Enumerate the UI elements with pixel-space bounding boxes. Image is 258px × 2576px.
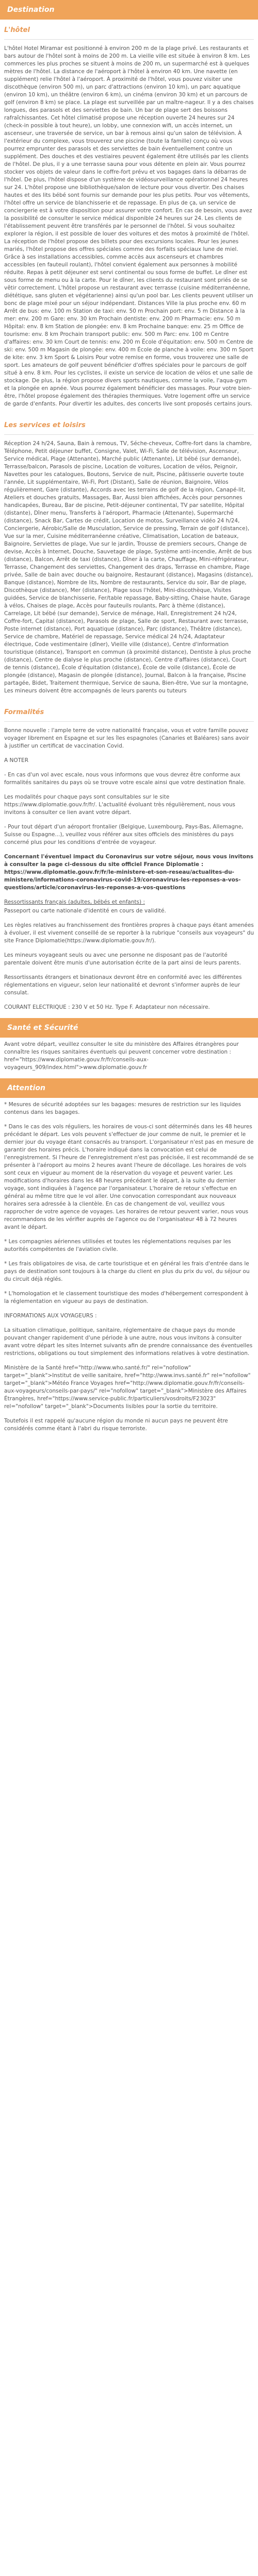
formalites-paragraph: Bonne nouvelle : l'ample terre de votre nationalité française, vous et votre famille pouvez voyager librement en Espagne et sur les îles espagnoles (Canaries et Baléares) sans avoir à justifier un certificat de vaccination Covid.: [4, 727, 249, 749]
attention-paragraph: * Mesures de sécurité adoptées sur les bagages: mesures de restriction sur les liquides contenus dans les bagages.: [4, 1101, 241, 1115]
document-requirement: Passeport ou carte nationale d'identité en cours de validité.: [4, 908, 166, 914]
formalites-title: Formalités: [4, 708, 44, 716]
hotel-title: L'hôtel: [4, 26, 30, 34]
hotel-paragraph: L'hôtel Hotel Miramar est positionné à environ 200 m de la plage privé. Les restaurants et bars autour de l'hôtel sont à moins de 200 m. La vieille ville est située à environ 8 km. Les commerces les plus proches se situent à moins de 200 m, un supermarché est à quelques mètres de l'hôtel. La distance de l'aéroport à l'hôtel à environ 40 km. Une navette (en supplément) relie l'hôtel à l'aéroport. À proximité de l'hôtel, vous pouvez visiter une discothèque (environ 500 m), un parc d'attractions (environ 10 km), un parc aquatique (environ 10 km), un théâtre (environ 6 km), un cinéma (environ 30 km) et un parcours de golf (environ 8 km) se place. La plage est surveillée par un maître-nageur. Il y a des chaises longues, des parasols et des serviettes de bain. Un bar de plage sert des boissons rafraîchissantes. Cet hôtel climatisé propose une réception ouverte 24 heures sur 24 (check-in possible à tout heure), un lobby, une connexion wifi, un accès internet, un ascenseur, une traversée de service, un bar à remous ainsi qu'un salon de télévision. À l'extérieur du complexe, vous trouverez une piscine (toute la famille) conçu où vous pourrez emprunter des parasols et des serviettes de bain éventuellement contre un supplément. Des douches et des vestiaires peuvent également être utilisés par les clients de l'hôtel. De plus, il y a une terrasse sauna pour vous détente en plein air. Vous pourrez stocker vos objets de valeur dans le coffre-fort prévu et vos bagages dans la débarras de l'hôtel. De plus, l'hôtel dispose d'un système de vidéosurveillance opérationnel 24 heures sur 24. L'hôtel propose une bibliothèque/salon de lecture pour vous divertir. Des chaises hautes et des lits bébé sont fournis sur demande pour les plus petits. Pour vos vêtements, l'hôtel offre un service de blanchisserie et de repassage. En plus de ça, un service de conciergerie est à votre disposition pour assurer votre confort. En cas de besoin, vous avez la possibilité de consulter le service médical disponible 24 heures sur 24. Les clients de l'établissement peuvent être transférés par le personnel de l'hôtel. Si vous souhaitez explorer la région, il est possible de louer des voitures et des motos à proximité de l'hôtel. La réception de l'hôtel propose des billets pour des excursions locales. Pour les jeunes mariés, l'hôtel propose des offres spéciales comme des forfaits spéciaux lune de miel. Grâce à ses installations accessibles, comme accès aux ascenseurs et chambres accessibles (en fauteuil roulant), l'hôtel convient également aux personnes à mobilité réduite. Repas à petit déjeuner est servi continental ou sous forme de buffet. Le dîner est sous forme de menu ou à la carte. Pour le dîner, les clients du restaurant sont priés de se vêtir correctement. L'hôtel propose un restaurant avec terrasse (cuisine méditerranéenne, diététique, sans gluten et végétarienne) ainsi qu'un pool bar. Les clients peuvent utiliser un bonc de plage mixé pour un séjour indépendant. Distances Ville la plus proche env. 60 m Arrêt de bus: env. 100 m Station de taxi: env. 50 m Prochain port: env. 5 m Distance à la mer: env. 200 m Gare: env. 30 km Prochain dentiste: env. 200 m Pharmacie: env. 50 m Hôpital: env. 8 km Station de plongée: env. 8 km Prochaine banque: env. 25 m Office de tourisme: env. 8 km Prochain transport public: env. 500 m Parc: env. 100 m Centre d'affaires: env. 30 km Court de tennis: env. 200 m École d'équitation: env. 500 m Centre de ski: env. 500 m Magasin de plongée: env. 400 m École de planche à voile: env. 300 m Sport de kite: env. 3 km Sport & Loisirs Pour votre remise en forme, vous trouverez une salle de sport. Les amateurs de golf peuvent bénéficier d'offres spéciales pour le parcours de golf situé à env. 8 km. Pour les cyclistes, il existe un service de location de vélos et une salle de stockage. De plus, la région propose divers sports nautiques, comme la voile, l'aqua-gym et la plongée en apnée. Vous pourrez également bénéficier des massages. Pour votre bien-être, l'hôtel propose également des thérapies thermiques. Votre logement offre un service de garde d'enfants. Pour divertir les adultes, des concerts live sont proposés certains jours.: [4, 45, 254, 407]
hotel-section: [0, 20, 258, 408]
french-nationals-heading: Ressortissants français (adultes, bébés et enfants) :: [4, 899, 145, 905]
attention-paragraph: * Les compagnies aériennes utilisées et toutes les réglementations requises par les autorités compétentes de l'aviation civile.: [4, 1239, 231, 1252]
coronavirus-notice: Concernant l'éventuel impact du Coronavirus sur votre séjour, nous vous invitons à consulter la page ci-dessous du site officiel France Diplomatie : https://www.diplomatie.gouv.fr/fr/le-ministere-et-son-reseau/actualites-du-ministere/informations-coronavirus-covid-19/coronavirus-les-reponses-a-vos-questions/article/coronavirus-les-reponses-a-vos-questions: [4, 854, 253, 891]
destination-band: Destination: [0, 0, 258, 20]
info-links: Ministère de la Santé href="http://www.who.santé.fr/" rel="nofollow" target="_blank">Institut de veille sanitaire, href="http://www.invs.santé.fr" rel="nofollow" target="_blank">Météo France Voyages href="http://www.diplomatie.gouv.fr/fr/conseils-aux-voyageurs/conseils-par-pays/" rel="nofollow" target="_blank">Ministère des Affaires Étrangères, href="https://www.service-public.fr/particuliers/vosdroits/F23023" rel="nofollow" target="_blank">Documents lisibles pour la sortie du territoire.: [4, 1365, 251, 1410]
services-paragraph: Réception 24 h/24, Sauna, Bain à remous, TV, Séche-cheveux, Coffre-fort dans la chambre, Téléphone, Petit déjeuner buffet, Consigne, Valet, Wi-Fi, Salle de télévision, Ascenseur, Service médical, Plage (Attenante), Marché public (Attenante), Lit bébé (sur demande), Terrasse/balcon, Parasols de piscine, Location de voitures, Location de vélos, Peignoir, Navettes pour les catalogues, Boutons, Service de nuit, Piscine, pâtisserie ouverte toute l'année, Lit supplémentaire, Wi-Fi, Port (Distant), Salle de réunion, Baignoire, Vélos régulièrement, Gare (distante), Accords avec les terrains de golf de la région, Canapé-lit, Ateliers et douches gratuits, Massages, Bar, Aussi bien affichées, Accès pour personnes handicapées, Bureau, Bar de piscine, Petit-déjeuner continental, TV par satellite, Hôpital (distante), Dîner menu, Transferts à l'aéroport, Pharmacie (Attenante), Supermarché (distance), Snack Bar, Cartes de crédit, Location de motos, Surveillance vidéo 24 h/24, Conciergerie, Aérobic/Salle de Musculation, Service de pressing, Terrain de golf (distance), Vue sur la mer, Cuisine méditerranéenne créative, Climatisation, Location de bateaux, Baignoire, Serviettes de plage, Vue sur le jardin, Trousse de premiers secours, Change de devise, Accès à Internet, Douche, Sauvetage de plage, Système anti-incendie, Arrêt de bus (distance), Balcon, Arrêt de taxi (distance), Dîner à la carte, Chauffage, Mini-réfrigérateur, Terrasse, Changement des serviettes, Changement des draps, Terrasse en chambre, Plage privée, Salle de bain avec douche ou baignoire, Restaurant (distance), Magasins (distance), Banque (distance), Nombre de lits, Nombre de restaurants, Service du soir, Bar de plage, Discothèque (distance), Mer (distance), Plage sous l'hôtel, Mini-discothèque, Visites guidées, Service de blanchisserie, Fer/table repassage, Baby-sitting, Chaise haute, Garage à vélos, Chaises de plage, Accès pour fauteuils roulants, Parc à thème (distance), Carrelage, Lit bébé (sur demande), Service de ménage, Hall, Enregistrement 24 h/24, Coffre-fort, Capital (distance), Parasols de plage, Salle de sport, Restaurant avec terrasse, Poste internet (distance), Port aquatique (distance), Parc (distance), Théâtre (distance), Service de chambre, Matériel de repassage, Service médical 24 h/24, Adaptateur électrique, Code vestimentaire (dîner), Vieille ville (distance), Centre d'information touristique (distance), Transport en commun (à proximité distance), Dentiste à plus proche (distance), Centre de dialyse le plus proche (distance), Centre d'affaires (distance), Court de tennis (distance), École d'équitation (distance), École de voile (distance), École de plongée (distance), Magasin de plongée (distance), Journal, Balcon à la française, Piscine partagée, Bidet, Traitement thermique, Service de sauna, Bien-être, Vue sur la montagne, Les mineurs doivent être accompagnés de leurs parents ou tuteurs: [4, 440, 253, 694]
sante-paragraph: Avant votre départ, veuillez consulter le site du ministère des Affaires étrangères pour connaître les risques sanitaires éventuels qui peuvent concerner votre destination : href="https://www.diplomatie.gouv.fr/fr/conseils-aux-voyageurs_909/index.html">www.diplomatie.gouv.fr: [4, 1041, 239, 1071]
attention-paragraph: * Les frais obligatoires de visa, de carte touristique et en général les frais d'entrée dans le pays de destination sont toujours à la charge du client en plus du prix du vol, du séjour ou du circuit déjà réglés.: [4, 1261, 250, 1282]
formalites-section: [0, 702, 258, 1011]
services-section: [0, 415, 258, 695]
note-paragraph: - Pour tout départ d'un aéroport frontalier (Belgique, Luxembourg, Pays-Bas, Allemagne, Suisse ou Espagne...), veuillez vous référer aux sites officiels des ministères du pays concerné plus pour les conditions d'entrée de voyageur.: [4, 824, 244, 845]
note-paragraph: Ressortissants étrangers et binationaux devront être en conformité avec les différentes réglementations en vigueur, selon leur nationalité et devront s'informer auprès de leur consulat.: [4, 974, 242, 996]
hotel-divider: [4, 39, 254, 40]
formalites-divider: [4, 721, 254, 722]
info-paragraph: Toutefois il est rappelé qu'aucune région du monde ni aucun pays ne peuvent être considérés comme étant à l'abri du risque terroriste.: [4, 1418, 228, 1432]
attention-section: [0, 1098, 258, 1433]
sante-band: Santé et Sécurité: [0, 1018, 258, 1038]
services-title: Les services et loisirs: [4, 421, 86, 429]
info-paragraph: La situation climatique, politique, sanitaire, réglementaire de chaque pays du monde pouvant changer rapidement d'une période à une autre, nous vous invitons à consulter avant votre départ les sites Internet suivants afin de prendre connaissance des éventuelles restrictions, obligations ou tout simplement des informations relatives à votre destination.: [4, 1327, 253, 1357]
note-paragraph: Les règles relatives au franchissement des frontières propres à chaque pays étant amenées à évoluer, il est vivement conseillé de se reporter à la rubrique "conseils aux voyageurs" du site France Diplomatie(https://www.diplomatie.gouv.fr/).: [4, 922, 254, 944]
services-divider: [4, 434, 254, 435]
sante-section: [0, 1038, 258, 1072]
attention-paragraph: * L'homologation et le classement touristique des modes d'hébergement correspondent à la réglementation en vigueur au pays de destination.: [4, 1291, 249, 1304]
electric-current: COURANT ELECTRIQUE : 230 V et 50 Hz. Type F. Adaptateur non nécessaire.: [4, 1004, 210, 1010]
note-paragraph: Les mineurs voyageant seuls ou avec une personne ne disposant pas de l'autorité parentale doivent être munis d'une autorisation écrite de la part ainsi de leurs parents.: [4, 952, 241, 966]
info-label: INFORMATIONS AUX VOYAGEURS :: [4, 1313, 97, 1319]
note-paragraph: - En cas d'un vol avec escale, nous vous informons que vous devrez être conforme aux formalités sanitaires du pays où se trouve votre escale ainsi que votre destination finale.: [4, 772, 246, 786]
attention-paragraph: * Dans le cas des vols réguliers, les horaires de vous-ci sont déterminés dans les 48 heures précédant le départ. Les vols peuvent s'effectuer de jour comme de nuit, le premier et le dernier jour du voyage étant consacrés au transport. L'organisateur n'est pas en mesure de garantir des horaires précis. L'horaire indiqué dans la convocation est celui de l'enregistrement. Si l'heure de l'enregistrement n'est pas précisée, il est recommandé de se présenter à l'aéroport au moins 2 heures avant l'heure de décollage. Les horaires de vols sont ceux en vigueur au moment de la réservation du voyage et peuvent varier. Les modifications d'horaires dans les 48 heures précédant le départ, à la suite du dernier voyage, sont indiquées à l'agence par l'organisateur. L'horaire de retour s'effectue en général au même titre que le vol aller. Une convocation correspondant aux nouveaux horaires sera adressée à la clientèle. En cas de changement de vol, veuillez vous rapprocher de votre agence de voyages. Les horaires de retour peuvent varier, nous vous recommandons de les vérifier auprès de l'agence ou de l'organisateur 48 à 72 heures avant le départ.: [4, 1124, 254, 1230]
note-label: A NOTER: [4, 757, 28, 764]
attention-band: Attention: [0, 1078, 258, 1098]
note-paragraph: Les modalités pour chaque pays sont consultables sur le site https://www.diplomatie.gouv.fr/fr/. L'actualité évoluant très régulièrement, nous vous invitons à consulter ce lien avant votre départ.: [4, 794, 235, 816]
